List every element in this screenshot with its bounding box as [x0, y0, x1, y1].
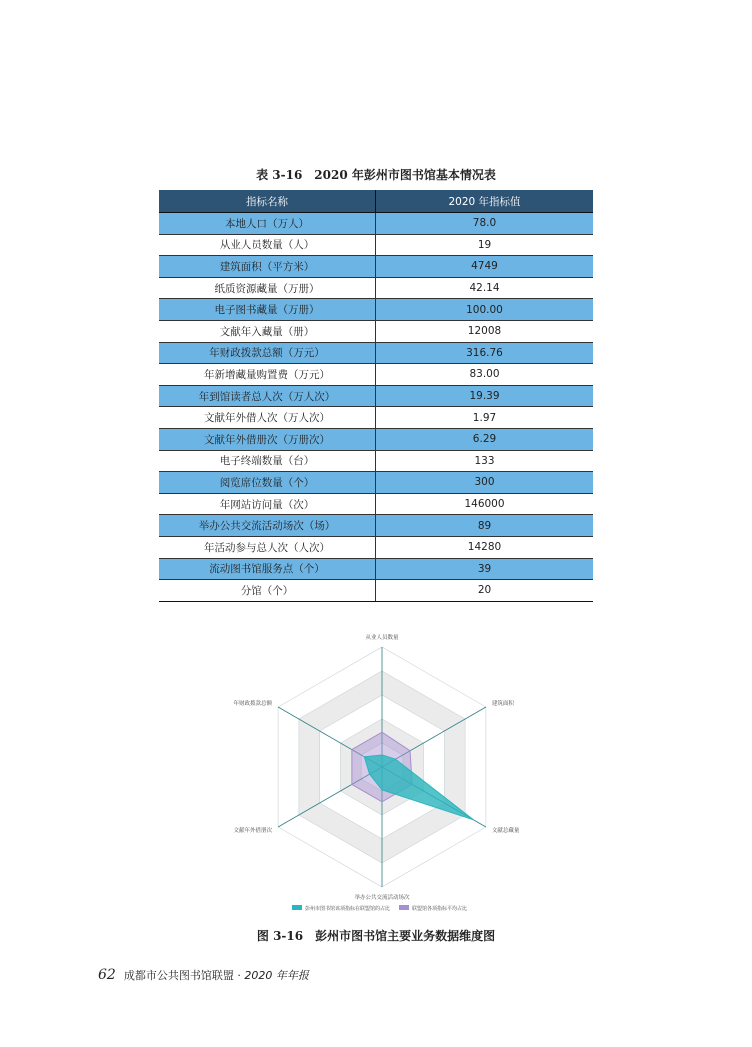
row-value: 146000 — [376, 493, 594, 515]
table-row — [159, 493, 593, 515]
table-row — [159, 472, 593, 494]
legend-swatch-average — [399, 905, 409, 910]
table-row — [159, 364, 593, 386]
table-row — [159, 428, 593, 450]
legend-swatch-pengzhou — [292, 905, 302, 910]
table-row — [159, 320, 593, 342]
row-value: 1.97 — [376, 407, 594, 429]
page-number: 62 — [98, 967, 116, 983]
radar-axis-label: 文献总藏量 — [491, 828, 520, 834]
row-value: 100.00 — [376, 299, 594, 321]
row-value: 14280 — [376, 536, 594, 558]
stats-table — [159, 190, 593, 602]
table-header-row — [159, 190, 593, 213]
row-name: 流动图书馆服务点（个） — [159, 558, 376, 580]
row-value: 133 — [376, 450, 594, 472]
row-name: 举办公共交流活动场次（场） — [159, 515, 376, 537]
row-value: 4749 — [376, 256, 594, 278]
row-value: 300 — [376, 472, 594, 494]
radar-axis-label: 文献年外借册次 — [233, 828, 273, 834]
page-footer — [98, 967, 309, 983]
table-row — [159, 277, 593, 299]
report-year: 2020 年年报 — [244, 969, 309, 982]
table-row — [159, 299, 593, 321]
table-row — [159, 385, 593, 407]
header-indicator-name: 指标名称 — [159, 190, 376, 213]
row-value: 19 — [376, 234, 594, 256]
row-name: 年财政拨款总额（万元） — [159, 342, 376, 364]
radar-axis-label: 建筑面积 — [491, 701, 514, 707]
figure-caption: 图 3-16 彭州市图书馆主要业务数据维度图 — [256, 929, 496, 943]
table-row — [159, 558, 593, 580]
row-name: 文献年入藏量（册） — [159, 320, 376, 342]
row-name: 年活动参与总人次（人次） — [159, 536, 376, 558]
radar-axis-label: 年财政拨款总额 — [233, 701, 273, 707]
legend-label-pengzhou: 彭州市图书馆该项指标在联盟馆的占比 — [305, 906, 391, 912]
row-name: 年新增藏量购置费（万元） — [159, 364, 376, 386]
row-name: 文献年外借册次（万册次） — [159, 428, 376, 450]
table-row — [159, 342, 593, 364]
radar-chart — [210, 624, 542, 920]
table-caption: 表 3-16 2020 年彭州市图书馆基本情况表 — [256, 168, 496, 182]
radar-axis-label: 举办公共交流活动场次 — [354, 895, 410, 901]
row-name: 建筑面积（平方米） — [159, 256, 376, 278]
row-name: 电子终端数量（台） — [159, 450, 376, 472]
row-name: 电子图书藏量（万册） — [159, 299, 376, 321]
row-value: 19.39 — [376, 385, 594, 407]
table-row — [159, 515, 593, 537]
table-row — [159, 407, 593, 429]
row-value: 89 — [376, 515, 594, 537]
legend-label-average: 联盟馆各项指标平均占比 — [412, 906, 468, 912]
publication-name: 成都市公共图书馆联盟 · — [123, 969, 245, 982]
table-row — [159, 234, 593, 256]
row-name: 分馆（个） — [159, 580, 376, 602]
row-name: 本地人口（万人） — [159, 213, 376, 235]
row-name: 文献年外借人次（万人次） — [159, 407, 376, 429]
header-indicator-value: 2020 年指标值 — [376, 190, 594, 213]
row-value: 83.00 — [376, 364, 594, 386]
row-value: 12008 — [376, 320, 594, 342]
row-name: 年到馆读者总人次（万人次） — [159, 385, 376, 407]
radar-axis-label: 从业人员数量 — [365, 635, 399, 641]
row-value: 316.76 — [376, 342, 594, 364]
row-value: 39 — [376, 558, 594, 580]
row-name: 从业人员数量（人） — [159, 234, 376, 256]
row-value: 6.29 — [376, 428, 594, 450]
row-value: 42.14 — [376, 277, 594, 299]
row-name: 年网站访问量（次） — [159, 493, 376, 515]
table-row — [159, 213, 593, 235]
row-name: 阅览席位数量（个） — [159, 472, 376, 494]
row-name: 纸质资源藏量（万册） — [159, 277, 376, 299]
row-value: 20 — [376, 580, 594, 602]
table-row — [159, 536, 593, 558]
table-row — [159, 450, 593, 472]
row-value: 78.0 — [376, 213, 594, 235]
table-row — [159, 256, 593, 278]
table-row — [159, 580, 593, 602]
